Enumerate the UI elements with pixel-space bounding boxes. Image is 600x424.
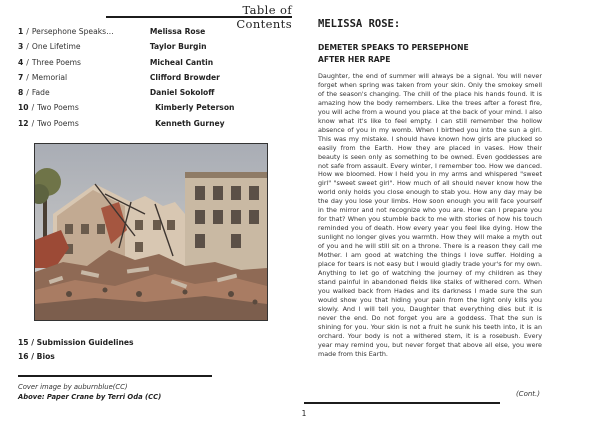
poem-title-line: AFTER HER RAPE	[318, 55, 391, 64]
above-credit: Above: Paper Crane by Terri Oda (CC)	[18, 393, 162, 401]
continued-label: (Cont.)	[515, 390, 540, 398]
toc-entry[interactable]	[18, 55, 278, 70]
toc-entry[interactable]	[18, 100, 278, 115]
toc-separator: /	[26, 72, 29, 82]
toc-section: Bios	[36, 352, 55, 361]
toc-separator: /	[26, 27, 29, 36]
toc-entry[interactable]	[18, 336, 288, 350]
toc-page-number: 12	[18, 118, 29, 128]
toc-section: Fade	[31, 88, 50, 98]
toc-entry[interactable]	[18, 39, 278, 54]
toc-section: Two Poems	[37, 103, 79, 113]
ruined-building-image	[35, 144, 267, 320]
toc-page-number: 1	[18, 27, 24, 36]
page-number: 1	[301, 409, 307, 418]
toc-page-number: 4	[18, 57, 24, 67]
toc-page-number: 3	[18, 42, 24, 52]
toc-page-number: 16	[18, 352, 29, 361]
toc-author: Kimberly Peterson	[155, 103, 235, 113]
cover-photo	[34, 143, 268, 321]
poem-title-line: DEMETER SPEAKS TO PERSEPHONE	[318, 43, 469, 52]
toc-author: Taylor Burgin	[149, 42, 207, 52]
poem-title	[318, 42, 558, 66]
toc-section: One Lifetime	[31, 42, 81, 52]
toc-title: Table of Contents	[236, 3, 292, 31]
toc-author: Kenneth Gurney	[155, 118, 225, 128]
poem-author: MELISSA ROSE:	[318, 18, 401, 30]
toc-separator: /	[31, 338, 35, 347]
toc-section: Three Poems	[31, 57, 82, 67]
toc-section: Submission Guidelines	[36, 338, 134, 347]
toc-page-number: 8	[18, 88, 24, 98]
cover-credit: Cover image by auburnblue(CC)	[18, 383, 128, 391]
toc-section: Two Poems	[37, 118, 79, 128]
toc-separator: /	[31, 352, 35, 361]
toc-entry[interactable]	[18, 24, 278, 39]
toc-separator: /	[26, 88, 29, 98]
toc-entry[interactable]	[18, 85, 278, 100]
toc-separator: /	[31, 103, 35, 113]
toc-page-number: 15	[18, 338, 29, 347]
toc-separator: /	[31, 118, 35, 128]
toc-entry[interactable]	[18, 116, 278, 131]
poem-body: Daughter, the end of summer will always be a signal. You will never forget when spring was taken from your skin. Only the smokey smell of the season's changing. The chill of the place his hands found. It is amazing how the body remembers. Like the trees after a forest fire, you will ache from a wound you place at the back of your mind. I also know what it's like to feel empty. I can still remember the hollow absence of you in my womb. When I birthed you into the sun a girl. This was my mistake. I should have known how girls are plucked so easily from the Earth. How they are placed in vases. How their beauty is seen only as something to be owned. Even goddesses are not safe from assault. Every winter, I remember too. How we danced. How we bloomed. How I held you in my arms and whispered "sweet girl" "sweet sweet girl". How much of all should never know how the world only holds you close enough to stab you. How any day may be the day you lose your limbs. How soon enough you will face yourself in the mirror and not recognize who you are. How can I prepare you for that? When you stumble back to me with stories of how his touch reminded you of death. How every year you feel like dying. How the sunlight no longer gives you warmth. How they will make a myth out of you and he will still sit on a throne. There is a reason they call me Mother. I am good at watching the things I love suffer. Holding a place for tears is not easy but I would gladly trade your's for my own. Anything to let go of watching the journey of my children as they stand painful in abandoned fields like stalks of withered corn. When you walked back from Hades and its darkness I made sure the sun would show you that hiding your pain from the light only kills you slowly. And I will tell you, Daughter that everything dies but it is never the end. Do not forget you are a goddess. That the sun is shining for you. Your skin is not a fruit he sunk his teeth into, it is an orchard. Your body is not a withered stem, it is a rosebush. Every year may remind you, but never forget that above all else, you were made from this Earth.	[318, 72, 542, 358]
toc-author: Melissa Rose	[149, 27, 206, 36]
footer-rule	[304, 402, 500, 404]
credits-rule	[18, 375, 212, 377]
toc-section: Persephone Speaks…	[31, 27, 114, 36]
toc-separator: /	[26, 42, 29, 52]
image-credits	[18, 382, 161, 402]
toc-author: Clifford Browder	[149, 72, 220, 82]
toc-entry[interactable]	[18, 350, 288, 364]
toc-list	[18, 24, 278, 131]
toc-separator: /	[26, 57, 29, 67]
toc-bottom-list	[18, 336, 288, 364]
toc-author: Daniel Sokoloff	[149, 88, 215, 98]
toc-section: Memorial	[31, 72, 68, 82]
toc-page-number: 10	[18, 103, 29, 113]
toc-page-number: 7	[18, 72, 24, 82]
toc-author: Micheal Cantin	[149, 57, 214, 67]
toc-entry[interactable]	[18, 70, 278, 85]
